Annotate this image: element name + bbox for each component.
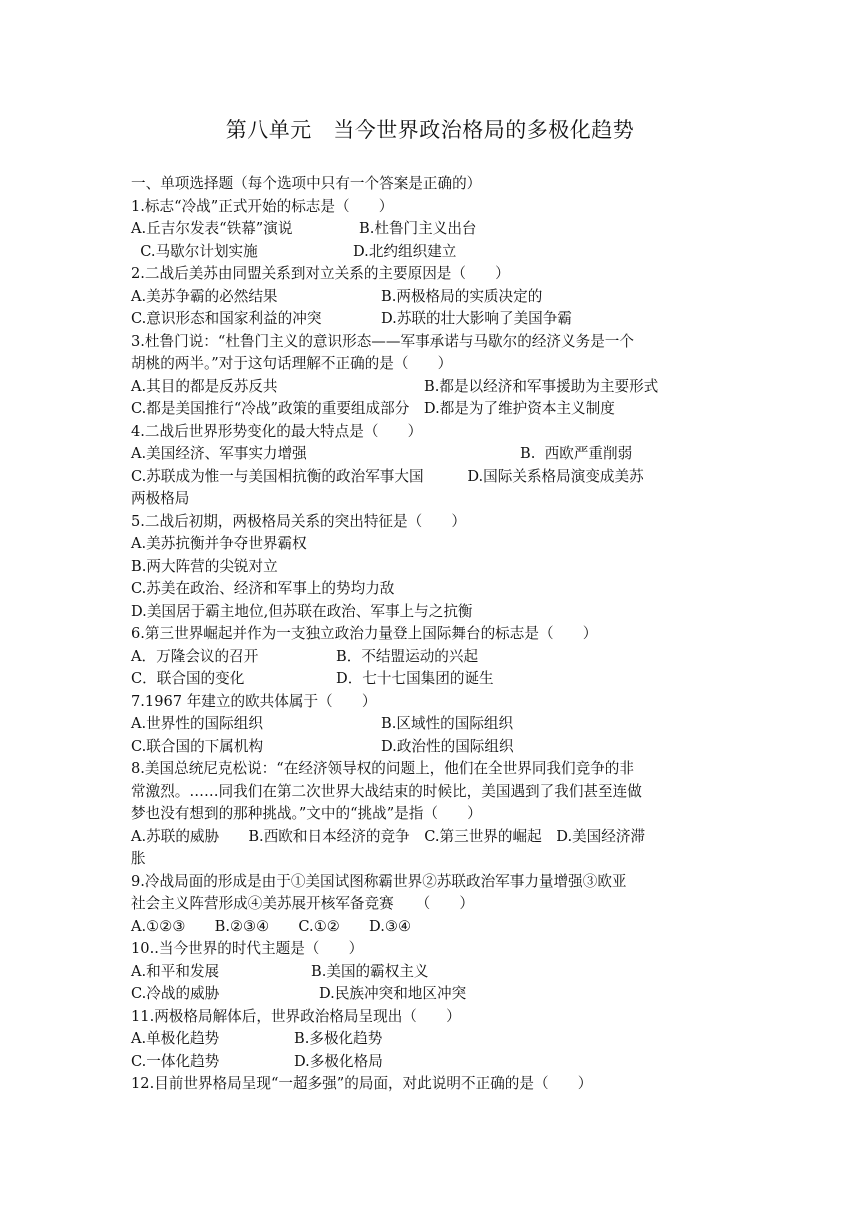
question-4-stem: 4.二战后世界形势变化的最大特点是（ ） (131, 422, 423, 440)
question-7-options-ab (131, 713, 731, 736)
question-9-stem-line-1: 9.冷战局面的形成是由于①美国试图称霸世界②苏联政治军事力量增强③欧亚 (131, 872, 627, 890)
question-12-stem: 12.目前世界格局呈现“一超多强”的局面，对此说明不正确的是（ ） (131, 1075, 593, 1092)
question-10-options-ab (131, 961, 731, 984)
option-d: D.苏联的壮大影响了美国争霸 (381, 310, 572, 327)
option-b: B.杜鲁门主义出台 (359, 220, 477, 237)
option-a: A.世界性的国际组织 (131, 715, 263, 732)
question-8-options: A.苏联的威胁 B.西欧和日本经济的竞争 C.第三世界的崛起 D.美国经济滞 (131, 827, 646, 845)
question-3-options-cd: C.都是美国推行“冷战”政策的重要组成部分 D.都是为了维护资本主义制度 (131, 400, 615, 417)
page-title: 第八单元 当今世界政治格局的多极化趋势 (225, 118, 635, 142)
question-8-stem-line-3: 梦也没有想到的那种挑战。”文中的“挑战”是指（ ） (131, 805, 482, 822)
question-list (131, 173, 731, 1096)
question-3-stem-line-2: 胡桃的两半。”对于这句话理解不正确的是（ ） (131, 355, 453, 372)
option-b: B.美国的霸权主义 (311, 962, 429, 980)
option-c: C.联合国的下属机构 (131, 737, 264, 755)
option-a: A.美国经济、军事实力增强 (131, 445, 307, 462)
question-8-stem-line-1: 8.美国总统尼克松说：“在经济领导权的问题上，他们在全世界同我们竞争的非 (131, 760, 634, 777)
question-9-options: A.①②③ B.②③④ C.①② D.③④ (131, 917, 412, 935)
question-4-options-cd: C.苏联成为惟一与美国相抗衡的政治军事大国 D.国际关系格局演变成美苏 (131, 467, 644, 485)
question-11-stem: 11.两极格局解体后，世界政治格局呈现出（ ） (131, 1007, 461, 1025)
option-b: B.多极化趋势 (294, 1030, 383, 1047)
question-7-stem: 7.1967 年建立的欧共体属于（ ） (131, 692, 377, 710)
option-d: D.北约组织建立 (353, 242, 457, 260)
option-a: A.丘吉尔发表“铁幕”演说 (131, 220, 293, 237)
option-c: C.冷战的威胁 (131, 985, 220, 1002)
question-2-stem: 2.二战后美苏由同盟关系到对立关系的主要原因是（ ） (131, 265, 510, 282)
question-1-stem: 1.标志“冷战”正式开始的标志是（ ） (131, 197, 394, 215)
option-d: D.多极化格局 (294, 1052, 383, 1070)
option-b: B.两极格局的实质决定的 (381, 287, 543, 305)
question-5-option-c: C.苏美在政治、经济和军事上的势均力敌 (131, 580, 395, 597)
question-9-stem-line-2: 社会主义阵营形成④美苏展开核军备竞赛 （ ） (131, 895, 474, 912)
option-a: A.单极化趋势 (131, 1030, 220, 1047)
option-c: C.马歇尔计划实施 (131, 242, 258, 260)
question-1-options-cd (131, 241, 731, 264)
option-c: C.一体化趋势 (131, 1052, 220, 1070)
question-5-option-b: B.两大阵营的尖锐对立 (131, 557, 278, 575)
question-6-stem: 6.第三世界崛起并作为一支独立政治力量登上国际舞台的标志是（ ） (131, 625, 598, 642)
question-3-options-ab (131, 376, 731, 399)
option-b: B.都是以经济和军事援助为主要形式 (424, 377, 659, 395)
question-11-options-ab (131, 1028, 731, 1051)
question-11-options-cd (131, 1051, 731, 1074)
option-b: B．不结盟运动的兴起 (336, 647, 479, 665)
option-d: D．七十七国集团的诞生 (336, 670, 494, 687)
option-a: A.美苏争霸的必然结果 (131, 287, 278, 305)
option-c: C．联合国的变化 (131, 670, 245, 687)
question-4-options-ab (131, 443, 731, 466)
question-8-options-continued: 胀 (131, 850, 146, 867)
question-6-options-cd (131, 668, 731, 691)
option-d: D.民族冲突和地区冲突 (319, 985, 467, 1002)
question-2-options-ab (131, 286, 731, 309)
option-b: B. 西欧严重削弱 (520, 445, 633, 462)
section-heading: 一、单项选择题（每个选项中只有一个答案是正确的） (131, 175, 482, 192)
option-d: D.政治性的国际组织 (381, 737, 514, 755)
question-8-stem-line-2: 常激烈。……同我们在第二次世界大战结束的时候比，美国遇到了我们甚至连做 (131, 782, 642, 800)
question-10-stem: 10..当今世界的时代主题是（ ） (131, 940, 364, 957)
question-3-stem-line-1: 3.杜鲁门说：“杜鲁门主义的意识形态——军事承诺与马歇尔的经济义务是一个 (131, 332, 634, 350)
question-2-options-cd (131, 308, 731, 331)
question-10-options-cd (131, 983, 731, 1006)
question-4-options-cd-continued: 两极格局 (131, 490, 190, 507)
option-a: A.其目的都是反苏反共 (131, 377, 278, 395)
question-6-options-ab (131, 646, 731, 669)
question-1-options-ab (131, 218, 731, 241)
option-b: B.区域性的国际组织 (381, 715, 514, 732)
question-5-stem: 5.二战后初期，两极格局关系的突出特征是（ ） (131, 512, 466, 530)
option-a: A．万隆会议的召开 (131, 647, 259, 665)
question-5-option-a: A.美苏抗衡并争夺世界霸权 (131, 535, 307, 552)
option-c: C.意识形态和国家利益的冲突 (131, 310, 322, 327)
question-5-option-d: D.美国居于霸主地位,但苏联在政治、军事上与之抗衡 (131, 602, 473, 620)
question-7-options-cd (131, 736, 731, 759)
option-a: A.和平和发展 (131, 962, 220, 980)
